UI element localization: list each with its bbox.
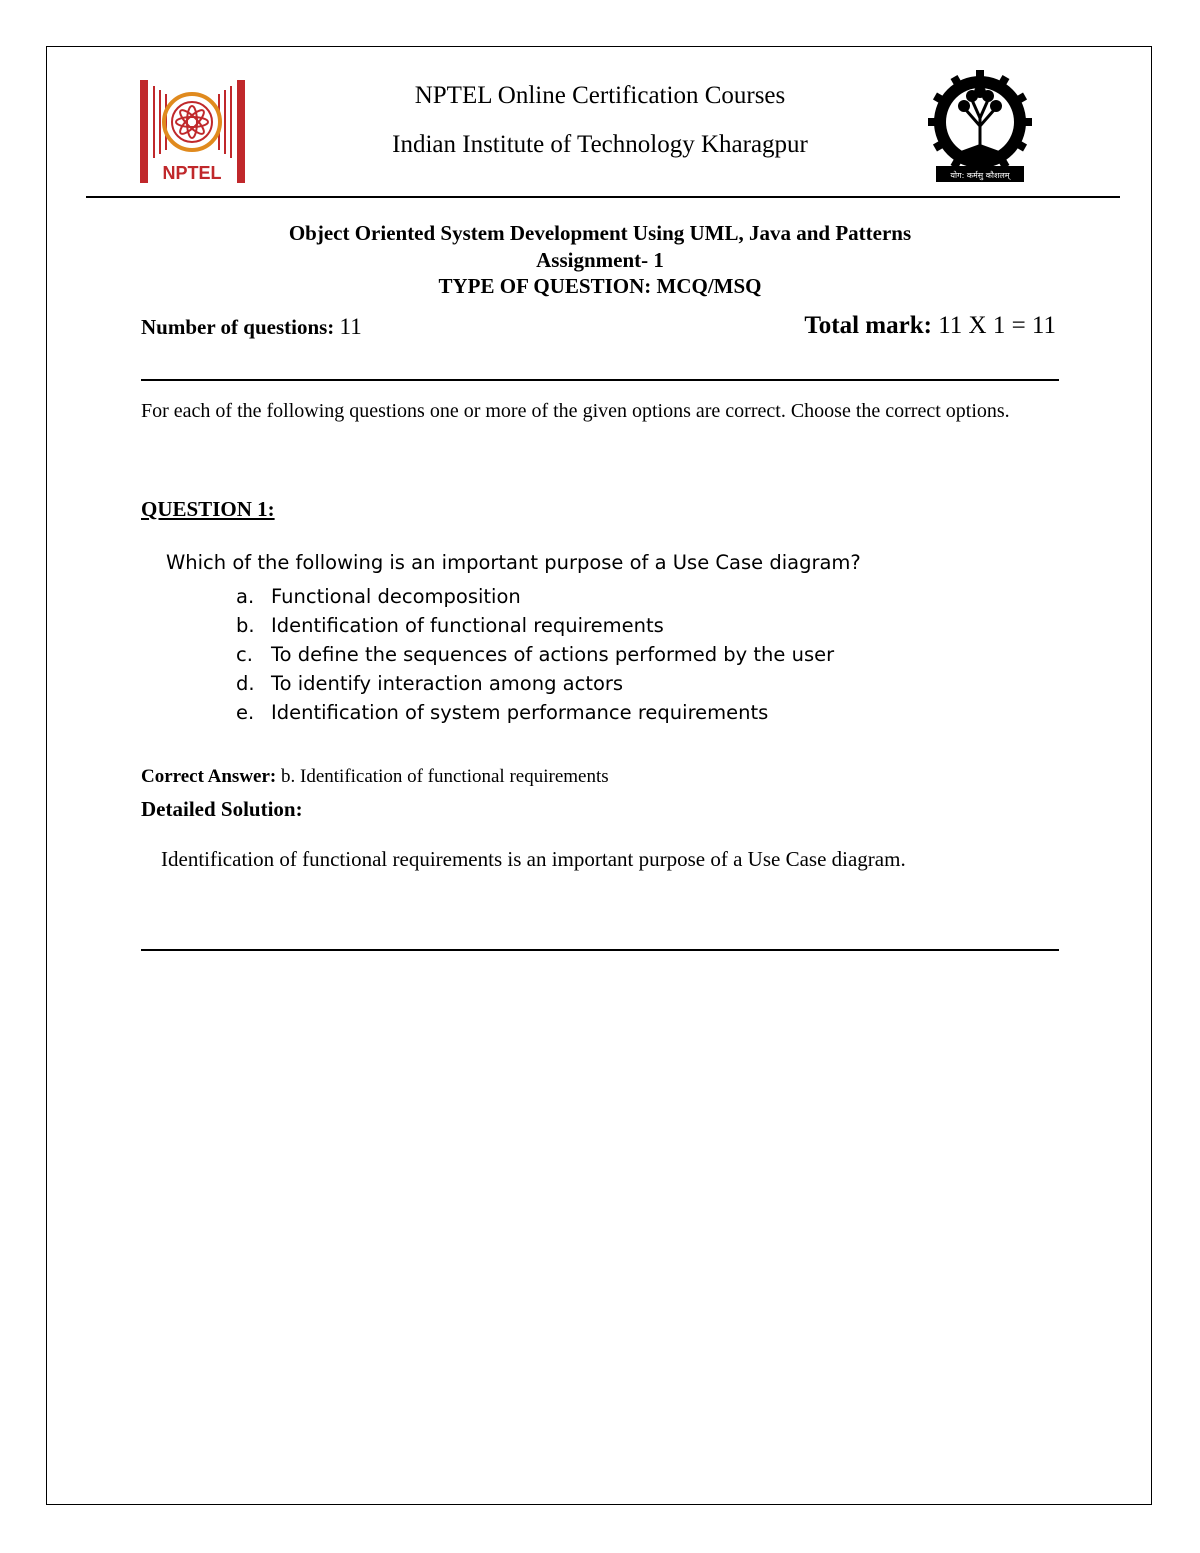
option-text: Identification of functional requirements — [271, 614, 664, 637]
option-letter: b. — [236, 614, 255, 637]
option-text: Functional decomposition — [271, 585, 521, 608]
correct-answer-value: b. Identification of functional requirements — [281, 766, 609, 787]
number-of-questions-label: Number of questions: — [141, 315, 335, 339]
option-letter: d. — [236, 672, 255, 695]
iit-logo-motto: योग: कर्मसु कौशलम् — [950, 171, 1010, 180]
question-heading: QUESTION 1: — [141, 497, 275, 521]
option-letter: c. — [236, 643, 253, 666]
detailed-solution-text: Identification of functional requirements is an important purpose of a Use Case diagram. — [161, 847, 906, 871]
total-mark-value: 11 X 1 = 11 — [938, 312, 1056, 339]
instructions: For each of the following questions one or more of the given options are correct. Choose the correct options. — [141, 400, 1010, 422]
iit-kharagpur-logo — [928, 70, 1032, 184]
header-line-2: Indian Institute of Technology Kharagpur — [392, 131, 808, 158]
total-mark — [804, 312, 1056, 340]
option-c — [236, 640, 834, 669]
course-title: Object Oriented System Development Using UML, Java and Patterns — [288, 221, 912, 245]
correct-answer — [141, 766, 609, 788]
option-a — [236, 582, 834, 611]
option-letter: a. — [236, 585, 255, 608]
header-line-1: NPTEL Online Certification Courses — [414, 82, 786, 109]
header-divider — [86, 196, 1120, 198]
question-text: Which of the following is an important purpose of a Use Case diagram? — [166, 551, 861, 574]
option-b — [236, 611, 834, 640]
detailed-solution-label: Detailed Solution: — [141, 797, 303, 821]
options-list — [236, 582, 834, 727]
option-d — [236, 669, 834, 698]
nptel-logo-text: NPTEL — [162, 163, 222, 183]
assignment-label: Assignment- 1 — [536, 248, 664, 272]
question-type: TYPE OF QUESTION: MCQ/MSQ — [438, 274, 762, 298]
number-of-questions — [141, 314, 362, 340]
option-letter: e. — [236, 701, 255, 724]
total-mark-label: Total mark: — [804, 312, 932, 339]
option-text: Identification of system performance requirements — [271, 701, 769, 724]
option-text: To identify interaction among actors — [271, 672, 624, 695]
nptel-logo — [140, 80, 245, 183]
number-of-questions-value: 11 — [339, 314, 362, 339]
section-divider-top — [141, 379, 1059, 381]
option-text: To define the sequences of actions performed by the user — [271, 643, 835, 666]
correct-answer-label: Correct Answer: — [141, 766, 277, 787]
section-divider-bottom — [141, 949, 1059, 951]
option-e — [236, 698, 834, 727]
